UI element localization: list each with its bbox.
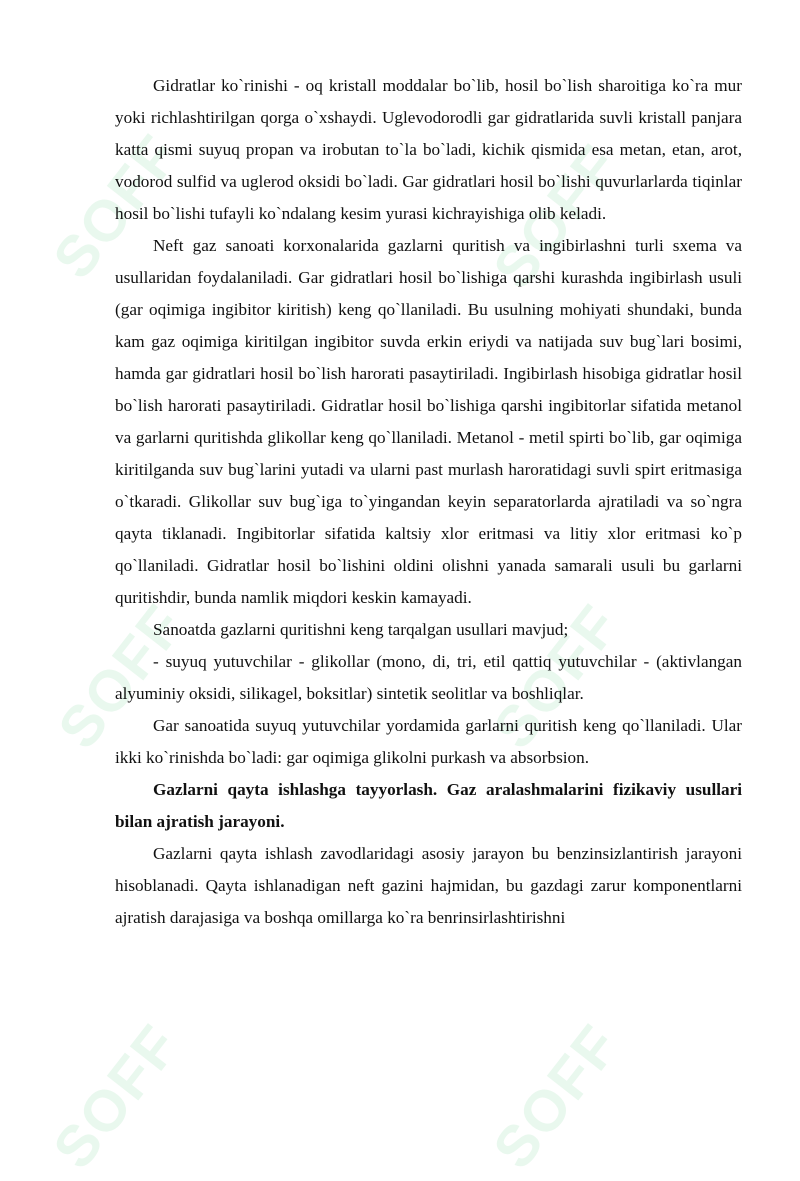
watermark-text: SOFF bbox=[45, 592, 198, 761]
watermark-text: SOFF bbox=[480, 132, 633, 301]
watermark-text: SOFF bbox=[40, 122, 193, 291]
section-heading: Gazlarni qayta ishlashga tayyorlash. Gaz aralashmalarini fizikaviy usullari bilan ajratish jarayoni. bbox=[115, 780, 742, 831]
watermark-text: SOFF bbox=[40, 1012, 193, 1181]
paragraph-benzinsizlantirish: Gazlarni qayta ishlash zavodlaridagi asosiy jarayon bu benzinsizlantirish jarayoni hisoblanadi. Qayta ishlanadigan neft gazini hajmidan, bu gazdagi zarur komponentlarni ajratish darajasiga va boshqa omillarga ko`ra benrinsirlashtirishni bbox=[115, 844, 742, 927]
paragraph-yutuvchilar: - suyuq yutuvchilar - glikollar (mono, di, tri, etil qattiq yutuvchilar - (aktivlangan alyuminiy oksidi, silikagel, boksitlar) sintetik seolitlar va boshliqlar. bbox=[115, 652, 742, 703]
watermark-text: SOFF bbox=[480, 592, 633, 761]
paragraph-quritish-usullari: Sanoatda gazlarni quritishni keng tarqalgan usullari mavjud; bbox=[153, 620, 569, 639]
document-page bbox=[115, 70, 742, 934]
paragraph-suyuq-yutuvchilar: Gar sanoatida suyuq yutuvchilar yordamida garlarni quritish keng qo`llaniladi. Ular ikki ko`rinishda bo`ladi: gar oqimiga glikolni purkash va absorbsion. bbox=[115, 716, 742, 767]
watermark-text: SOFF bbox=[480, 1012, 633, 1181]
paragraph-gidratlar-korinishi: Gidratlar ko`rinishi - oq kristall moddalar bo`lib, hosil bo`lish sharoitiga ko`ra mur yoki richlashtirilgan qorga o`xshaydi. Uglevodorodli gar gidratlarida suvli kristall panjara katta qismi suyuq propan va irobutan to`la bo`ladi, kichik qismida esa metan, etan, arot, vodorod sulfid va uglerod oksidi bo`ladi. Gar gidratlari hosil bo`lishi quvurlarlarda tiqinlar hosil bo`lishi tufayli ko`ndalang kesim yurasi kichrayishiga olib keladi. bbox=[115, 76, 742, 223]
paragraph-ingibirlash: Neft gaz sanoati korxonalarida gazlarni quritish va ingibirlashni turli sxema va usullaridan foydalaniladi. Gar gidratlari hosil bo`lishiga qarshi kurashda ingibirlash usuli (gar oqimiga ingibitor kiritish) keng qo`llaniladi. Bu usulning mohiyati shundaki, bunda kam gaz oqimiga kiritilgan ingibitor suvda erkin eriydi va natijada suv bug`lari bosimi, hamda gar gidratlari hosil bo`lish harorati pasaytiriladi. Ingibirlash hisobiga gidratlar hosil bo`lish harorati pasaytiriladi. Gidratlar hosil bo`lishiga qarshi ingibitorlar sifatida metanol va garlarni quritishda glikollar keng qo`llaniladi. Metanol - metil spirti bo`lib, gar oqimiga kiritilganda suv bug`larini yutadi va ularni past murlash haroratidagi suvli spirt eritmasiga o`tkaradi. Glikollar suv bug`iga to`yingandan keyin separatorlarda ajratiladi va so`ngra qayta tiklanadi. Ingibitorlar sifatida kaltsiy xlor eritmasi va litiy xlor eritmasi ko`p qo`llaniladi. Gidratlar hosil bo`lishini oldini olishni yanada samarali usuli bu garlarni quritishdir, bunda namlik miqdori keskin kamayadi. bbox=[115, 236, 742, 607]
